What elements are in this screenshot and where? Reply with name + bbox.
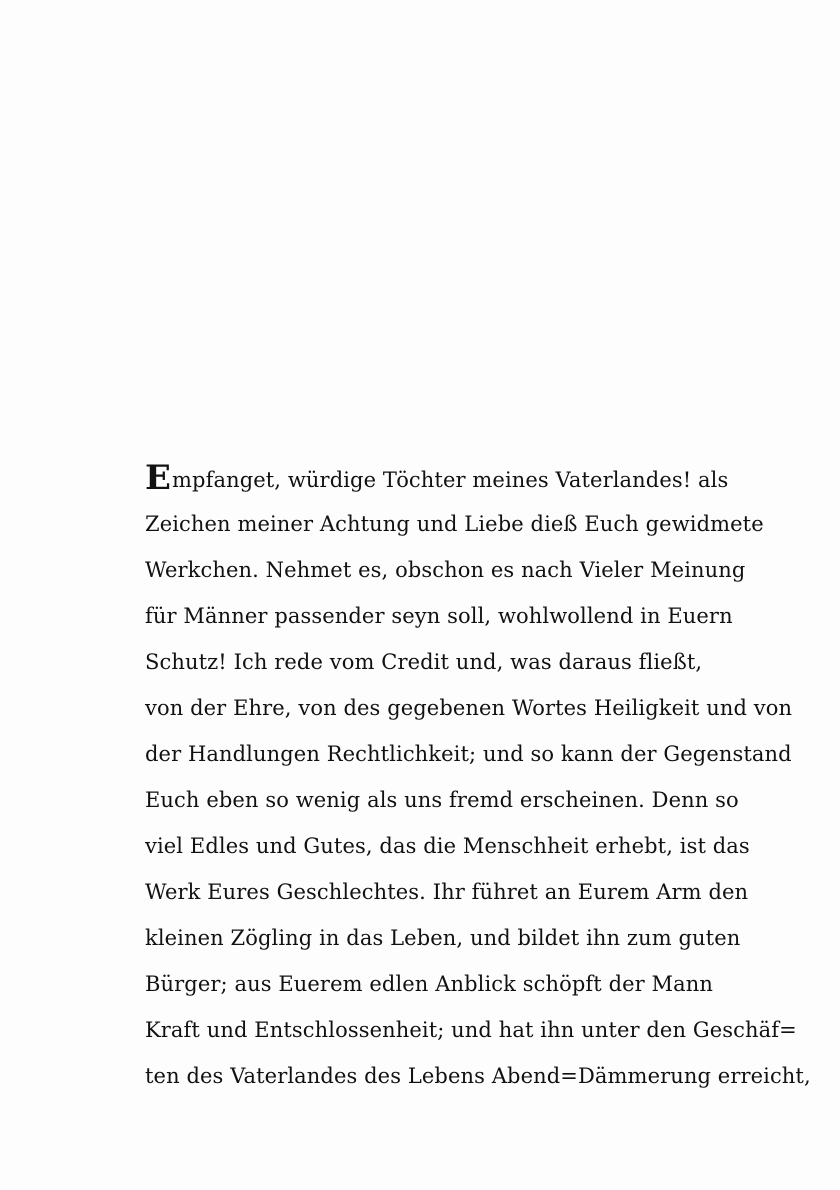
text-line-13: Kraft und Entschlossenheit; und hat ihn unter den Geschäf=: [145, 1018, 797, 1042]
text-line-2: Zeichen meiner Achtung und Liebe dieß Euch gewidmete: [145, 512, 764, 536]
text-line-6: von der Ehre, von des gegebenen Wortes Heiligkeit und von: [145, 696, 793, 720]
text-line-1-rest: mpfanget, würdige Töchter meines Vaterlandes! als: [172, 468, 729, 492]
text-line-10: Werk Eures Geschlechtes. Ihr führet an Eurem Arm den: [145, 880, 749, 904]
text-line-1: [145, 455, 729, 501]
text-line-14: ten des Vaterlandes des Lebens Abend=Dämmerung erreicht,: [145, 1064, 811, 1088]
text-line-5: Schutz! Ich rede vom Credit und, was daraus fließt,: [145, 650, 703, 674]
text-line-11: kleinen Zögling in das Leben, und bildet ihn zum guten: [145, 926, 741, 950]
text-line-4: für Männer passender seyn soll, wohlwollend in Euern: [145, 604, 733, 628]
text-line-12: Bürger; aus Euerem edlen Anblick schöpft der Mann: [145, 972, 714, 996]
text-line-7: der Handlungen Rechtlichkeit; und so kann der Gegenstand: [145, 742, 792, 766]
text-line-8: Euch eben so wenig als uns fremd erscheinen. Denn so: [145, 788, 739, 812]
text-line-9: viel Edles und Gutes, das die Menschheit erhebt, ist das: [145, 834, 750, 858]
drop-initial: E: [145, 458, 172, 498]
dedication-text: [145, 455, 811, 1099]
text-line-3: Werkchen. Nehmet es, obschon es nach Vieler Meinung: [145, 558, 746, 582]
